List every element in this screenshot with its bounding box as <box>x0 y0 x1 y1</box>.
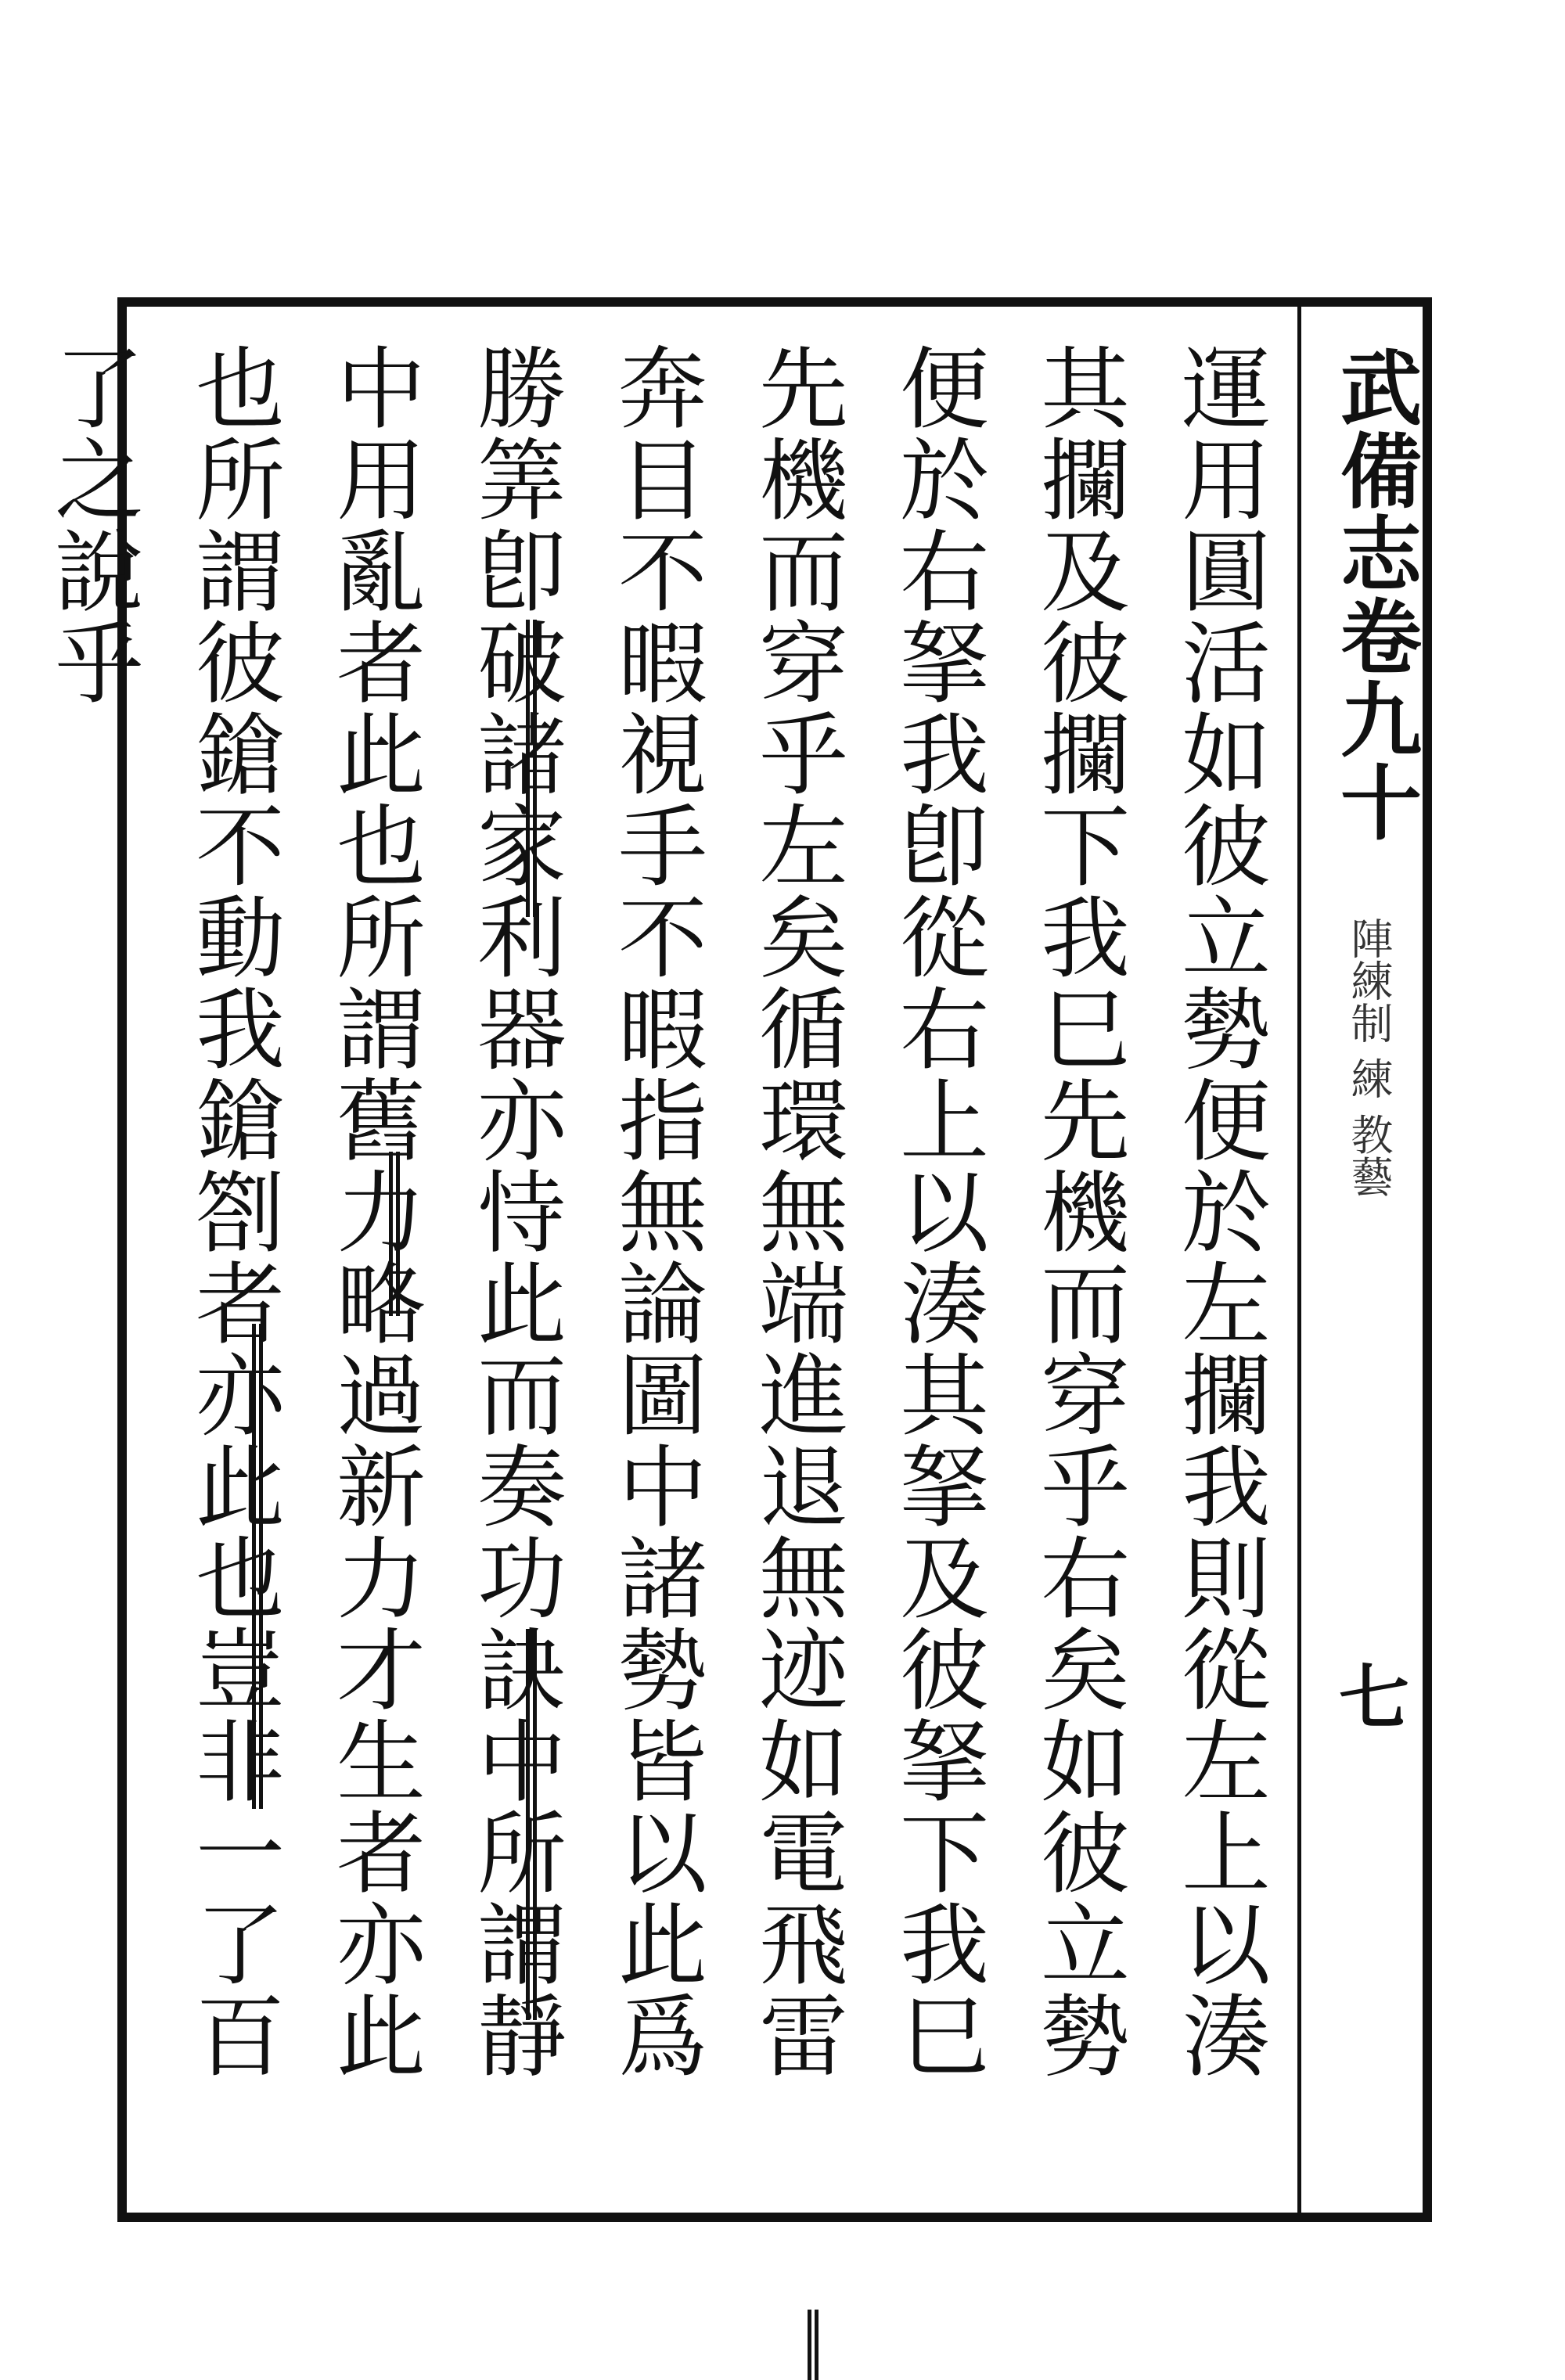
text-column-4: 先機而穿乎左矣循環無端進退無迹如電飛雷 <box>744 342 848 2081</box>
text-column-2: 其攔及彼攔下我巳先機而穿乎右矣如彼立勢 <box>1026 342 1130 2081</box>
book-title: 武備志卷九十 <box>1326 346 1423 843</box>
quotation-mark-rule <box>526 620 537 917</box>
text-column-8: 也所謂彼鎗不動我鎗劄者亦此也豈非一了百 <box>181 342 285 2081</box>
quotation-mark-rule <box>252 1324 263 1809</box>
quotation-mark-rule <box>808 2310 818 2380</box>
text-column-9: 了之說乎 <box>40 342 144 708</box>
text-column-7: 中用亂者此也所謂舊力略過新力才生者亦此 <box>322 342 426 2081</box>
page-number: 七 <box>1326 1660 1409 1731</box>
text-column-6: 勝筭卽破諸家利器亦恃此而奏功訣中所謂靜 <box>462 342 567 2081</box>
page-frame <box>40 297 1432 2222</box>
text-column-3: 便於右拏我卽從右上以湊其拏及彼拏下我巳 <box>885 342 989 2081</box>
text-column-1: 運用圓活如彼立勢便於左攔我則從左上以湊 <box>1167 342 1271 2081</box>
quotation-mark-rule <box>526 1629 537 2020</box>
text-column-5: 奔目不暇視手不暇指無論圖中諸勢皆以此爲 <box>603 342 707 2081</box>
section-title: 陣練制 練 教藝 <box>1344 917 1394 1198</box>
quotation-mark-rule <box>389 1152 400 1316</box>
book-margin <box>1297 307 1423 2213</box>
